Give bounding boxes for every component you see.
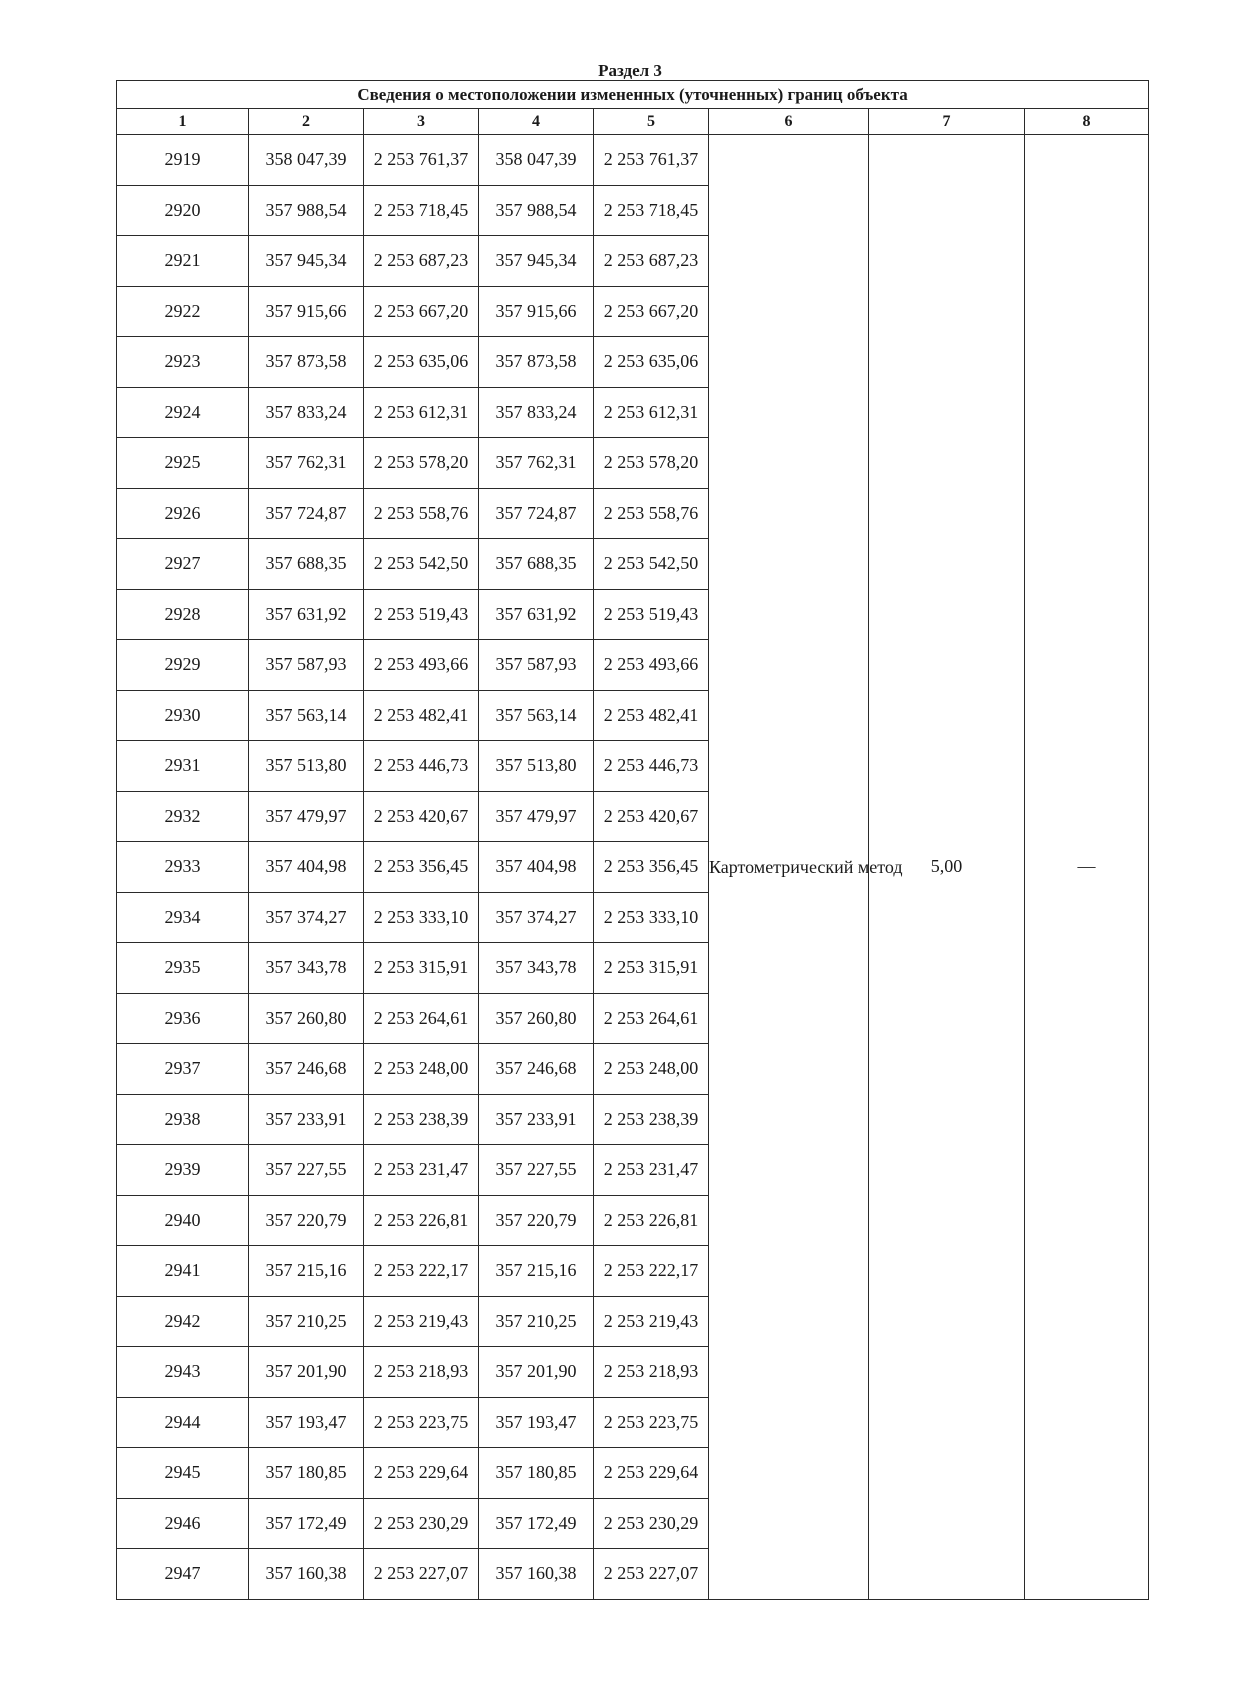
y-new-cell: 2 253 315,91 xyxy=(594,943,709,994)
x-old-cell: 357 631,92 xyxy=(249,589,364,640)
y-new-cell: 2 253 687,23 xyxy=(594,236,709,287)
point-number-cell: 2933 xyxy=(117,842,249,893)
x-new-cell: 357 215,16 xyxy=(479,1246,594,1297)
x-old-cell: 357 227,55 xyxy=(249,1145,364,1196)
y-old-cell: 2 253 264,61 xyxy=(364,993,479,1044)
x-old-cell: 358 047,39 xyxy=(249,135,364,186)
point-number-cell: 2931 xyxy=(117,741,249,792)
y-new-cell: 2 253 238,39 xyxy=(594,1094,709,1145)
x-new-cell: 357 201,90 xyxy=(479,1347,594,1398)
y-old-cell: 2 253 226,81 xyxy=(364,1195,479,1246)
x-new-cell: 357 404,98 xyxy=(479,842,594,893)
x-old-cell: 357 915,66 xyxy=(249,286,364,337)
y-new-cell: 2 253 635,06 xyxy=(594,337,709,388)
point-number-cell: 2926 xyxy=(117,488,249,539)
column-number-row xyxy=(117,109,1149,135)
x-new-cell: 357 479,97 xyxy=(479,791,594,842)
y-old-cell: 2 253 558,76 xyxy=(364,488,479,539)
y-old-cell: 2 253 218,93 xyxy=(364,1347,479,1398)
y-old-cell: 2 253 230,29 xyxy=(364,1498,479,1549)
point-number-cell: 2922 xyxy=(117,286,249,337)
y-new-cell: 2 253 542,50 xyxy=(594,539,709,590)
point-number-cell: 2938 xyxy=(117,1094,249,1145)
x-old-cell: 357 180,85 xyxy=(249,1448,364,1499)
y-new-cell: 2 253 761,37 xyxy=(594,135,709,186)
y-old-cell: 2 253 229,64 xyxy=(364,1448,479,1499)
y-new-cell: 2 253 264,61 xyxy=(594,993,709,1044)
x-old-cell: 357 193,47 xyxy=(249,1397,364,1448)
y-new-cell: 2 253 231,47 xyxy=(594,1145,709,1196)
y-new-cell: 2 253 230,29 xyxy=(594,1498,709,1549)
section-title: Раздел 3 xyxy=(598,61,662,80)
boundary-coordinates-table xyxy=(116,80,1149,1600)
x-old-cell: 357 945,34 xyxy=(249,236,364,287)
y-new-cell: 2 253 519,43 xyxy=(594,589,709,640)
y-new-cell: 2 253 667,20 xyxy=(594,286,709,337)
point-number-cell: 2939 xyxy=(117,1145,249,1196)
y-new-cell: 2 253 219,43 xyxy=(594,1296,709,1347)
x-new-cell: 357 688,35 xyxy=(479,539,594,590)
point-number-cell: 2927 xyxy=(117,539,249,590)
point-number-cell: 2925 xyxy=(117,438,249,489)
y-old-cell: 2 253 542,50 xyxy=(364,539,479,590)
column-number: 1 xyxy=(117,109,249,135)
y-old-cell: 2 253 222,17 xyxy=(364,1246,479,1297)
x-old-cell: 357 988,54 xyxy=(249,185,364,236)
y-new-cell: 2 253 578,20 xyxy=(594,438,709,489)
point-number-cell: 2929 xyxy=(117,640,249,691)
table-body xyxy=(117,135,1149,1600)
point-number-cell: 2934 xyxy=(117,892,249,943)
y-old-cell: 2 253 482,41 xyxy=(364,690,479,741)
point-number-cell: 2920 xyxy=(117,185,249,236)
x-old-cell: 357 246,68 xyxy=(249,1044,364,1095)
y-new-cell: 2 253 229,64 xyxy=(594,1448,709,1499)
accuracy-cell: 5,00 xyxy=(869,135,1025,1600)
x-new-cell: 357 587,93 xyxy=(479,640,594,691)
x-new-cell: 357 513,80 xyxy=(479,741,594,792)
point-number-cell: 2945 xyxy=(117,1448,249,1499)
y-new-cell: 2 253 248,00 xyxy=(594,1044,709,1095)
point-number-cell: 2947 xyxy=(117,1549,249,1600)
y-new-cell: 2 253 446,73 xyxy=(594,741,709,792)
x-old-cell: 357 873,58 xyxy=(249,337,364,388)
y-new-cell: 2 253 226,81 xyxy=(594,1195,709,1246)
y-old-cell: 2 253 333,10 xyxy=(364,892,479,943)
x-old-cell: 357 210,25 xyxy=(249,1296,364,1347)
x-old-cell: 357 563,14 xyxy=(249,690,364,741)
column-number: 6 xyxy=(709,109,869,135)
point-number-cell: 2943 xyxy=(117,1347,249,1398)
y-old-cell: 2 253 223,75 xyxy=(364,1397,479,1448)
point-number-cell: 2923 xyxy=(117,337,249,388)
table-caption: Сведения о местоположении измененных (уточненных) границ объекта xyxy=(117,81,1149,109)
column-number: 2 xyxy=(249,109,364,135)
x-new-cell: 357 180,85 xyxy=(479,1448,594,1499)
x-new-cell: 357 563,14 xyxy=(479,690,594,741)
point-number-cell: 2932 xyxy=(117,791,249,842)
x-old-cell: 357 479,97 xyxy=(249,791,364,842)
x-old-cell: 357 220,79 xyxy=(249,1195,364,1246)
x-new-cell: 357 833,24 xyxy=(479,387,594,438)
x-old-cell: 357 724,87 xyxy=(249,488,364,539)
x-new-cell: 357 762,31 xyxy=(479,438,594,489)
x-new-cell: 357 873,58 xyxy=(479,337,594,388)
x-new-cell: 357 915,66 xyxy=(479,286,594,337)
y-old-cell: 2 253 761,37 xyxy=(364,135,479,186)
x-old-cell: 357 762,31 xyxy=(249,438,364,489)
x-new-cell: 357 210,25 xyxy=(479,1296,594,1347)
y-old-cell: 2 253 315,91 xyxy=(364,943,479,994)
y-old-cell: 2 253 612,31 xyxy=(364,387,479,438)
x-new-cell: 357 227,55 xyxy=(479,1145,594,1196)
x-old-cell: 357 833,24 xyxy=(249,387,364,438)
y-new-cell: 2 253 222,17 xyxy=(594,1246,709,1297)
x-new-cell: 357 260,80 xyxy=(479,993,594,1044)
x-new-cell: 357 233,91 xyxy=(479,1094,594,1145)
x-new-cell: 357 193,47 xyxy=(479,1397,594,1448)
column-number: 8 xyxy=(1025,109,1149,135)
y-old-cell: 2 253 578,20 xyxy=(364,438,479,489)
y-old-cell: 2 253 356,45 xyxy=(364,842,479,893)
x-new-cell: 358 047,39 xyxy=(479,135,594,186)
x-new-cell: 357 172,49 xyxy=(479,1498,594,1549)
point-number-cell: 2928 xyxy=(117,589,249,640)
y-old-cell: 2 253 238,39 xyxy=(364,1094,479,1145)
method-cell: Картометрический метод xyxy=(709,135,869,1600)
x-old-cell: 357 587,93 xyxy=(249,640,364,691)
x-new-cell: 357 343,78 xyxy=(479,943,594,994)
x-new-cell: 357 374,27 xyxy=(479,892,594,943)
y-old-cell: 2 253 667,20 xyxy=(364,286,479,337)
column-number: 7 xyxy=(869,109,1025,135)
column-number: 5 xyxy=(594,109,709,135)
column-number: 4 xyxy=(479,109,594,135)
point-number-cell: 2936 xyxy=(117,993,249,1044)
x-new-cell: 357 631,92 xyxy=(479,589,594,640)
y-new-cell: 2 253 482,41 xyxy=(594,690,709,741)
point-number-cell: 2946 xyxy=(117,1498,249,1549)
x-new-cell: 357 724,87 xyxy=(479,488,594,539)
y-new-cell: 2 253 227,07 xyxy=(594,1549,709,1600)
point-number-cell: 2940 xyxy=(117,1195,249,1246)
x-new-cell: 357 945,34 xyxy=(479,236,594,287)
y-new-cell: 2 253 218,93 xyxy=(594,1347,709,1398)
y-new-cell: 2 253 420,67 xyxy=(594,791,709,842)
x-old-cell: 357 343,78 xyxy=(249,943,364,994)
point-number-cell: 2944 xyxy=(117,1397,249,1448)
x-new-cell: 357 160,38 xyxy=(479,1549,594,1600)
x-old-cell: 357 688,35 xyxy=(249,539,364,590)
point-number-cell: 2942 xyxy=(117,1296,249,1347)
x-old-cell: 357 215,16 xyxy=(249,1246,364,1297)
x-old-cell: 357 172,49 xyxy=(249,1498,364,1549)
y-new-cell: 2 253 718,45 xyxy=(594,185,709,236)
x-old-cell: 357 374,27 xyxy=(249,892,364,943)
y-old-cell: 2 253 493,66 xyxy=(364,640,479,691)
y-old-cell: 2 253 635,06 xyxy=(364,337,479,388)
column-number: 3 xyxy=(364,109,479,135)
y-new-cell: 2 253 356,45 xyxy=(594,842,709,893)
y-old-cell: 2 253 231,47 xyxy=(364,1145,479,1196)
x-new-cell: 357 220,79 xyxy=(479,1195,594,1246)
x-new-cell: 357 988,54 xyxy=(479,185,594,236)
y-old-cell: 2 253 227,07 xyxy=(364,1549,479,1600)
x-old-cell: 357 404,98 xyxy=(249,842,364,893)
y-old-cell: 2 253 718,45 xyxy=(364,185,479,236)
table-row xyxy=(117,135,1149,186)
y-new-cell: 2 253 333,10 xyxy=(594,892,709,943)
point-number-cell: 2919 xyxy=(117,135,249,186)
point-number-cell: 2921 xyxy=(117,236,249,287)
y-old-cell: 2 253 219,43 xyxy=(364,1296,479,1347)
point-number-cell: 2935 xyxy=(117,943,249,994)
x-old-cell: 357 513,80 xyxy=(249,741,364,792)
x-old-cell: 357 233,91 xyxy=(249,1094,364,1145)
y-old-cell: 2 253 519,43 xyxy=(364,589,479,640)
x-old-cell: 357 201,90 xyxy=(249,1347,364,1398)
y-old-cell: 2 253 248,00 xyxy=(364,1044,479,1095)
y-new-cell: 2 253 493,66 xyxy=(594,640,709,691)
y-new-cell: 2 253 612,31 xyxy=(594,387,709,438)
y-old-cell: 2 253 420,67 xyxy=(364,791,479,842)
y-new-cell: 2 253 223,75 xyxy=(594,1397,709,1448)
x-new-cell: 357 246,68 xyxy=(479,1044,594,1095)
point-number-cell: 2937 xyxy=(117,1044,249,1095)
point-number-cell: 2924 xyxy=(117,387,249,438)
point-number-cell: 2941 xyxy=(117,1246,249,1297)
note-cell: — xyxy=(1025,135,1149,1600)
y-old-cell: 2 253 446,73 xyxy=(364,741,479,792)
x-old-cell: 357 260,80 xyxy=(249,993,364,1044)
x-old-cell: 357 160,38 xyxy=(249,1549,364,1600)
y-old-cell: 2 253 687,23 xyxy=(364,236,479,287)
point-number-cell: 2930 xyxy=(117,690,249,741)
y-new-cell: 2 253 558,76 xyxy=(594,488,709,539)
